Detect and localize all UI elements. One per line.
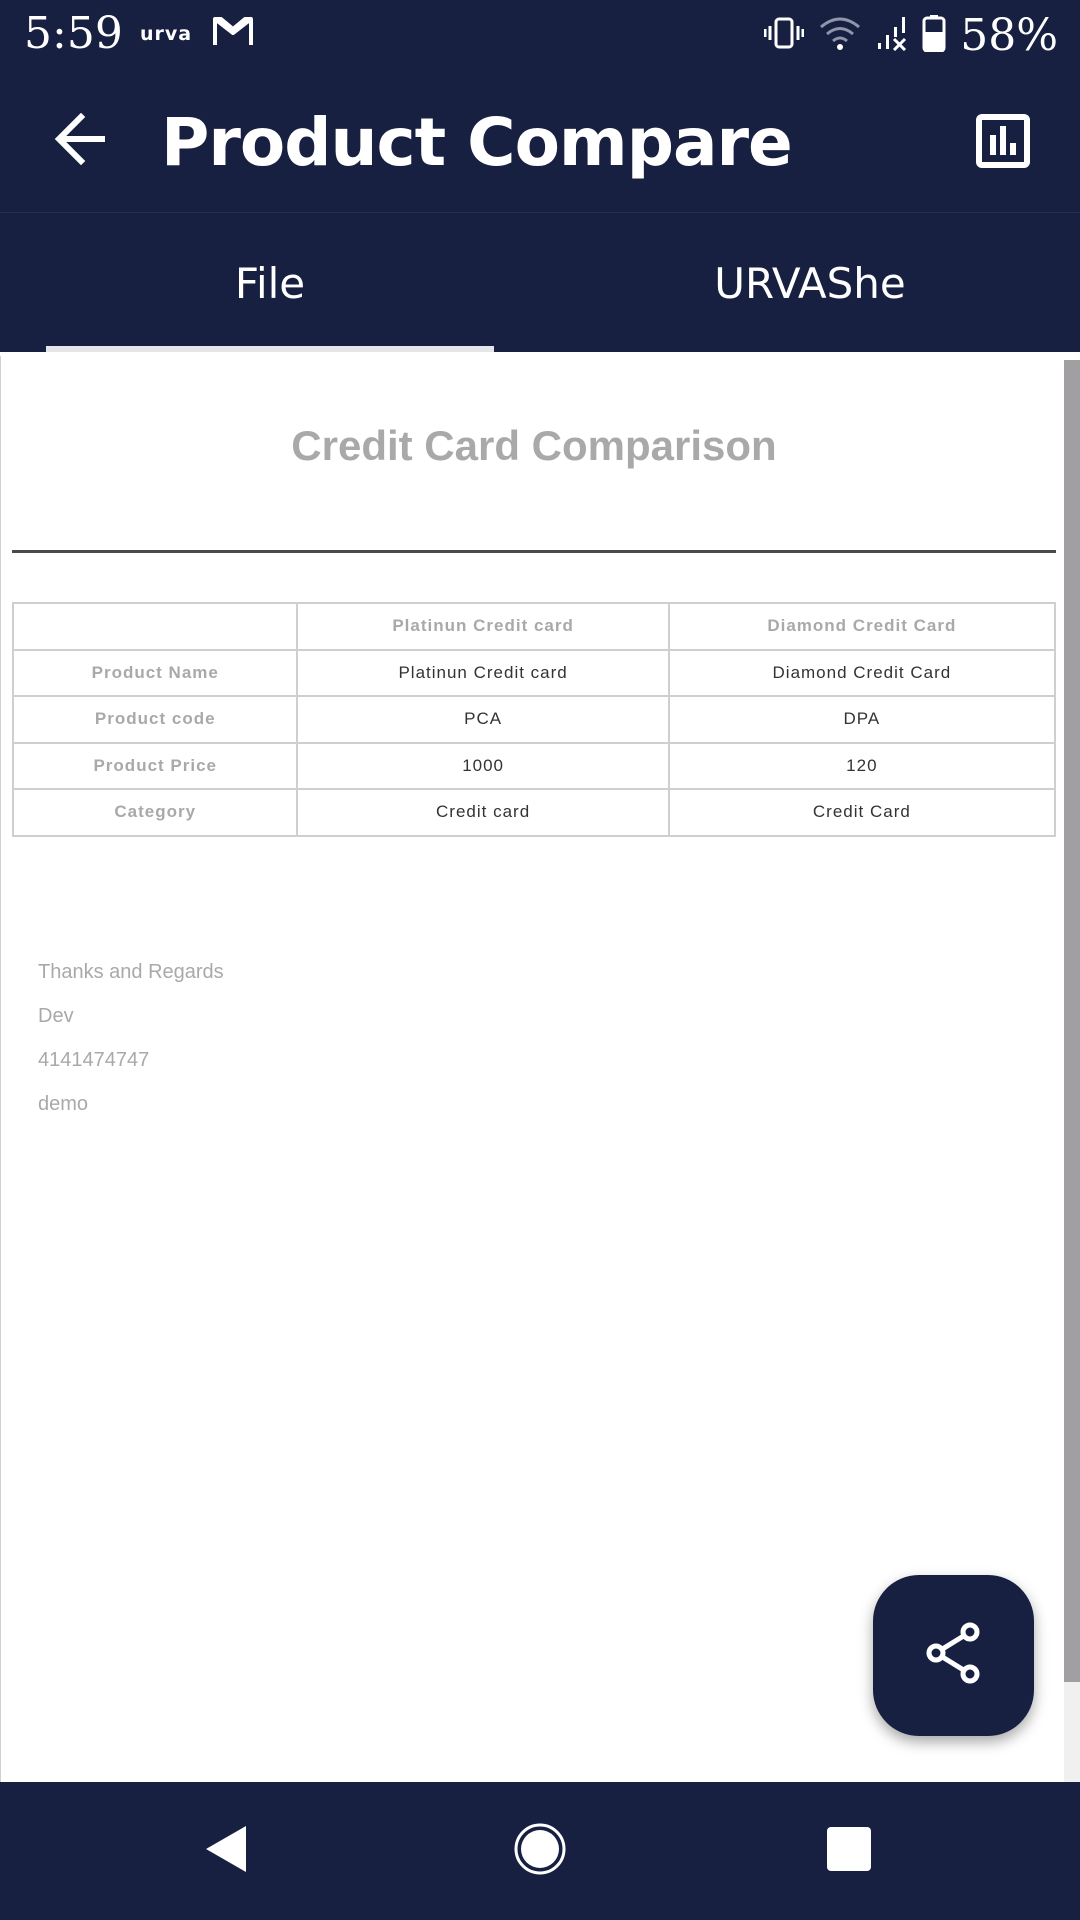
tab-file[interactable] xyxy=(0,213,540,353)
comparison-table xyxy=(12,602,1056,837)
row-label: Product Price xyxy=(13,743,297,790)
status-system-icons xyxy=(764,10,1058,61)
table-row xyxy=(13,650,1055,697)
table-cell: PCA xyxy=(297,696,668,743)
bar-chart-icon xyxy=(975,113,1031,174)
table-row xyxy=(13,743,1055,790)
battery-percent: 58% xyxy=(960,10,1058,61)
app-bar xyxy=(0,70,1080,212)
divider xyxy=(12,550,1056,553)
table-header-cell: Diamond Credit Card xyxy=(669,603,1055,650)
battery-icon xyxy=(922,14,946,57)
nav-back-button[interactable] xyxy=(166,1782,286,1920)
table-cell: 120 xyxy=(669,743,1055,790)
table-cell: DPA xyxy=(669,696,1055,743)
arrow-left-icon xyxy=(53,113,109,170)
nav-home-button[interactable] xyxy=(480,1782,600,1920)
page-title: Product Compare xyxy=(161,104,792,181)
table-cell: Diamond Credit Card xyxy=(669,650,1055,697)
gmail-icon xyxy=(212,14,254,53)
status-notification-icons xyxy=(140,14,254,53)
table-row xyxy=(13,789,1055,836)
nav-home-icon xyxy=(513,1822,567,1881)
document-title: Credit Card Comparison xyxy=(291,422,777,469)
signature-closing: Thanks and Regards xyxy=(38,961,224,983)
tab-bar xyxy=(0,212,1080,352)
tab-urvashe[interactable] xyxy=(540,213,1080,353)
urva-logo: urva xyxy=(140,22,193,45)
tab-label: File xyxy=(234,258,306,308)
table-cell: Credit Card xyxy=(669,789,1055,836)
table-cell: Credit card xyxy=(297,789,668,836)
wifi-icon xyxy=(818,15,862,56)
signature-org: demo xyxy=(38,1093,89,1115)
table-cell: 1000 xyxy=(297,743,668,790)
signature-name: Dev xyxy=(38,1005,74,1027)
system-nav-bar xyxy=(0,1782,1080,1920)
nav-recents-icon xyxy=(826,1826,872,1877)
table-cell: Platinun Credit card xyxy=(297,650,668,697)
nav-recents-button[interactable] xyxy=(789,1782,909,1920)
table-header-cell xyxy=(13,603,297,650)
signature-phone: 4141474747 xyxy=(38,1049,150,1071)
row-label: Product Name xyxy=(13,650,297,697)
back-button[interactable] xyxy=(46,108,116,174)
table-row xyxy=(13,696,1055,743)
signature-block xyxy=(38,950,224,1126)
status-bar xyxy=(0,0,1080,70)
share-icon xyxy=(924,1622,984,1689)
report-button[interactable] xyxy=(968,108,1038,178)
table-header-row xyxy=(13,603,1055,650)
document-view[interactable] xyxy=(0,356,1080,1782)
row-label: Category xyxy=(13,789,297,836)
vibrate-icon xyxy=(764,16,804,55)
share-button[interactable] xyxy=(873,1575,1034,1736)
table-header-cell: Platinun Credit card xyxy=(297,603,668,650)
row-label: Product code xyxy=(13,696,297,743)
nav-back-icon xyxy=(204,1824,248,1879)
tab-indicator xyxy=(46,346,494,352)
signal-icon xyxy=(876,15,908,56)
tab-label: URVAShe xyxy=(714,258,906,308)
status-time: 5:59 xyxy=(24,8,123,59)
scrollbar-thumb[interactable] xyxy=(1064,360,1080,1682)
